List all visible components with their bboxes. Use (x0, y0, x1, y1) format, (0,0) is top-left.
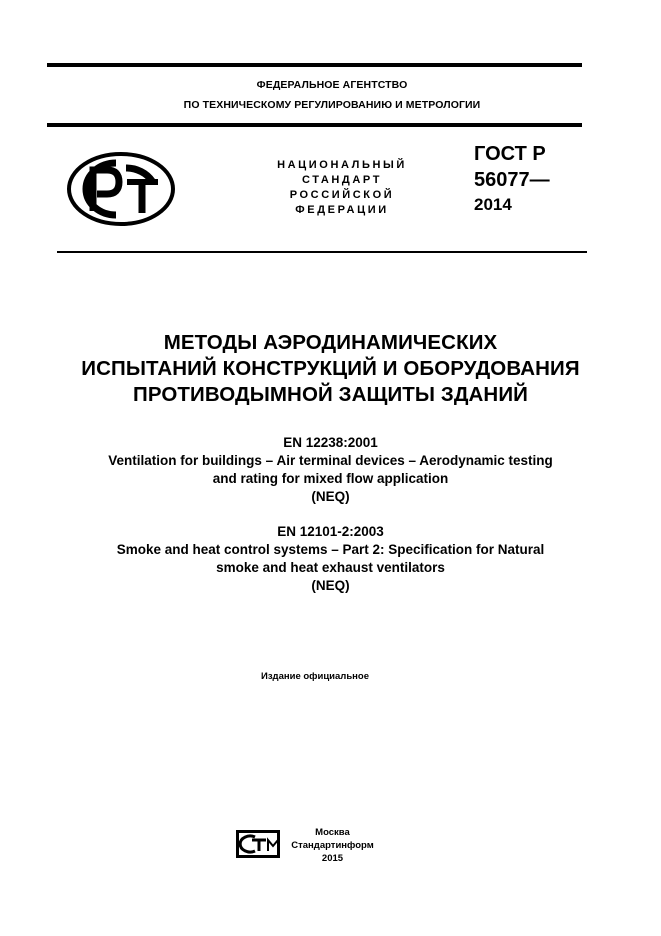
equivalent-title-line-2: smoke and heat exhaust ventilators (216, 560, 445, 575)
standard-type-line-3: РОССИЙСКОЙ (289, 189, 395, 201)
designation-line-2: 56077— (474, 169, 550, 191)
header-rule (47, 123, 582, 127)
title-line-1: МЕТОДЫ АЭРОДИНАМИЧЕСКИХ (163, 331, 498, 354)
publication-year: 2015 (321, 853, 344, 864)
publisher-name: Стандартинформ (291, 840, 374, 851)
agency-name-line-2: ПО ТЕХНИЧЕСКОМУ РЕГУЛИРОВАНИЮ И МЕТРОЛОГИИ (183, 99, 481, 111)
edition-label: Издание официальное (261, 671, 369, 682)
standard-type-line-2: СТАНДАРТ (301, 174, 383, 186)
equivalent-title-line-1: Smoke and heat control systems – Part 2: Specification for Natural (116, 542, 545, 557)
equivalent-standard-1 (30, 434, 631, 506)
publisher-city: Москва (315, 827, 350, 838)
agency-name-line-1: ФЕДЕРАЛЬНОЕ АГЕНТСТВО (256, 79, 408, 91)
equivalent-code: EN 12101-2:2003 (277, 524, 384, 539)
title-line-3: ПРОТИВОДЫМНОЙ ЗАЩИТЫ ЗДАНИЙ (132, 383, 529, 406)
document-title (20, 330, 641, 408)
standard-type-label (262, 158, 422, 218)
top-rule (47, 63, 582, 67)
standard-type-line-1: НАЦИОНАЛЬНЫЙ (277, 159, 407, 171)
standard-designation (474, 141, 550, 216)
equivalent-title-line-1: Ventilation for buildings – Air terminal devices – Aerodynamic testing (108, 453, 553, 468)
equivalent-title-line-2: and rating for mixed flow application (212, 471, 449, 486)
publisher-imprint (285, 826, 380, 865)
equivalence-degree: (NEQ) (311, 489, 350, 504)
lower-rule (57, 251, 587, 253)
standartinform-logo-icon (235, 829, 281, 859)
equivalence-degree: (NEQ) (311, 578, 350, 593)
equivalent-standard-2 (30, 523, 631, 595)
designation-year: 2014 (474, 195, 512, 214)
equivalent-code: EN 12238:2001 (283, 435, 378, 450)
title-line-2: ИСПЫТАНИЙ КОНСТРУКЦИЙ И ОБОРУДОВАНИЯ (81, 357, 580, 380)
rst-certification-logo-icon (66, 151, 176, 227)
standard-type-line-4: ФЕДЕРАЦИИ (295, 204, 389, 216)
designation-line-1: ГОСТ Р (474, 143, 546, 165)
